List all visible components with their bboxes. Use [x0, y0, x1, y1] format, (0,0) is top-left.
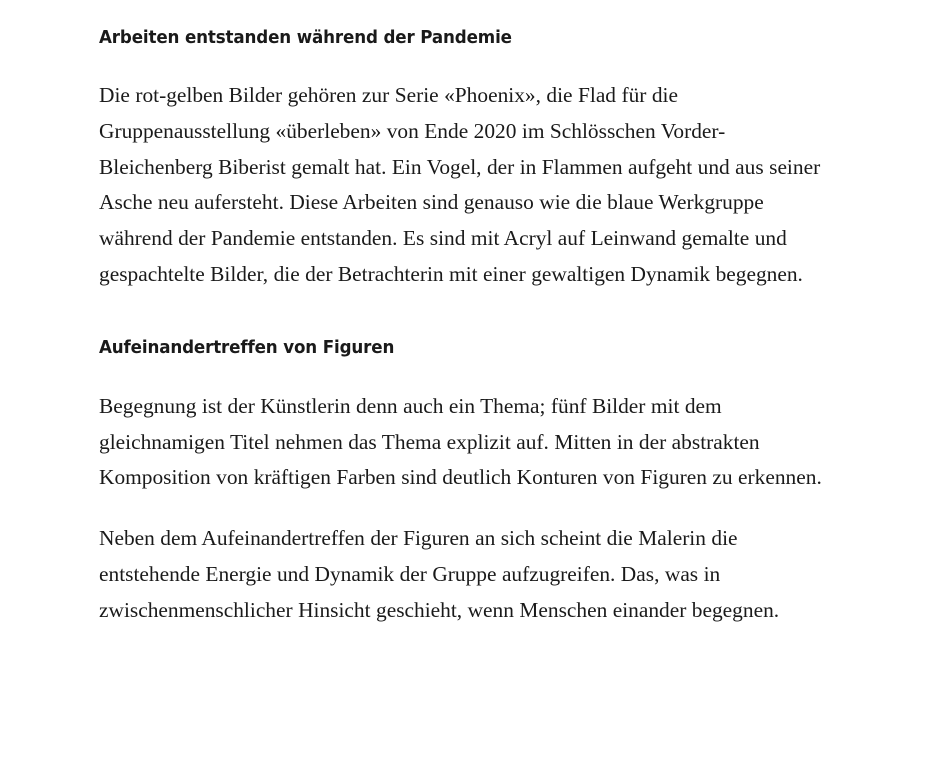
section-heading-pandemie: Arbeiten entstanden während der Pandemie [99, 28, 512, 48]
paragraph-energie-dynamik: Neben dem Aufeinandertreffen der Figuren an sich scheint die Malerin die entstehende Energie und Dynamik der Gruppe aufzugreifen. Das, was in zwischenmenschlicher Hinsicht geschieht, wenn Menschen einander begegnen. [99, 526, 780, 622]
article-body [0, 27, 941, 629]
paragraph-begegnung-thema: Begegnung ist der Künstlerin denn auch ein Thema; fünf Bilder mit dem gleichnamigen Titel nehmen das Thema explizit auf. Mitten in der abstrakten Komposition von kräftigen Farben sind deutlich Konturen von Figuren zu erkennen. [99, 393, 822, 490]
section-heading-aufeinandertreffen: Aufeinandertreffen von Figuren [99, 337, 395, 358]
paragraph-phoenix-serie: Die rot-gelben Bilder gehören zur Serie «Phoenix», die Flad für die Gruppenausstellung «überleben» von Ende 2020 im Schlösschen Vorder-Bleichenberg Biberist gemalt hat. Ein Vogel, der in Flammen aufgeht und aus seiner Asche neu aufersteht. Diese Arbeiten sind genauso wie die blaue Werkgruppe während der Pandemie entstanden. Es sind mit Acryl auf Leinwand gemalte und gespachtelte Bilder, die der Betrachterin mit einer gewaltigen Dynamik begegnen. [99, 83, 821, 286]
